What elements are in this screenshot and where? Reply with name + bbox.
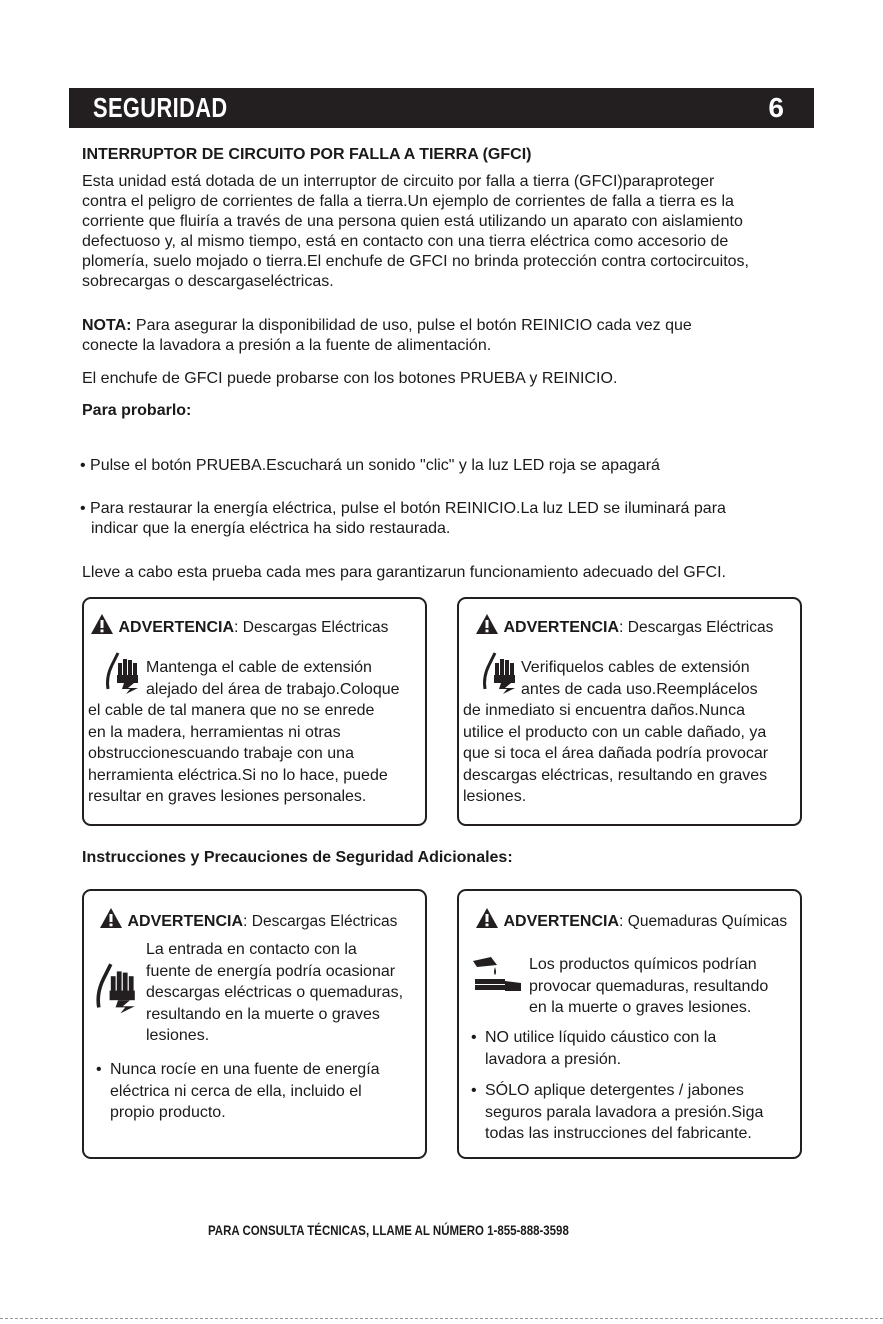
warning-triangle-icon: [90, 613, 114, 635]
warning-label: ADVERTENCIA: [503, 913, 620, 930]
page-number: 6: [768, 92, 784, 123]
warning-header: ADVERTENCIA: Descargas Eléctricas: [99, 907, 397, 931]
warning-box-power-source: [82, 889, 427, 1159]
bullet-text: SÓLO aplique detergentes / jabones seguros parala lavadora a presión.Siga todas las instrucciones del fabricante.: [485, 1082, 764, 1142]
warning-label: ADVERTENCIA: [127, 913, 244, 930]
bullet-text: Nunca rocíe en una fuente de energía eléctrica ni cerca de ella, incluido el propio producto.: [110, 1061, 380, 1121]
gfci-paragraph: [82, 172, 842, 292]
warning-text: Los productos químicos podrían provocar quemaduras, resultando en la muerte o graves lesiones.: [529, 956, 769, 1016]
step-line: • Para restaurar la energía eléctrica, pulse el botón REINICIO.La luz LED se iluminará para: [80, 500, 726, 517]
warning-label: ADVERTENCIA: [118, 619, 235, 636]
warning-label: ADVERTENCIA: [503, 619, 620, 636]
warning-text: Verifiquelos cables de extensión antes de cada uso.Reemplácelos: [521, 659, 758, 698]
note-text-2: conecte la lavadora a presión a la fuente de alimentación.: [82, 337, 492, 354]
test-heading: Para probarlo:: [82, 402, 192, 419]
gfci-line: Esta unidad está dotada de un interruptor de circuito por falla a tierra (GFCI)paraproteger: [82, 173, 715, 190]
step-line: indicar que la energía eléctrica ha sido restaurada.: [91, 520, 451, 537]
warning-box-chemical-burns: [457, 889, 802, 1159]
gfci-line: plomería, suelo mojado o tierra.El enchufe de GFCI no brinda protección contra cortocircuitos,: [82, 253, 749, 270]
warning-text: el cable de tal manera que no se enrede en la madera, herramientas ni otras obstruccionescuando trabaje con una herramienta eléctrica.Si no lo hace, puede resultar en graves lesiones personales.: [88, 702, 388, 805]
warning-text: Mantenga el cable de extensión alejado del área de trabajo.Coloque: [146, 659, 400, 698]
electric-shock-hand-icon: [94, 959, 142, 1015]
electric-shock-hand-icon: [481, 649, 521, 695]
additional-heading: Instrucciones y Precauciones de Seguridad Adicionales:: [82, 849, 513, 866]
warning-text: La entrada en contacto con la fuente de energía podría ocasionar descargas eléctricas o quemaduras, resultando en la muerte o graves lesiones.: [146, 941, 404, 1044]
section-title: SEGURIDAD: [93, 92, 228, 123]
warning-box-extension-cord-area: [82, 597, 427, 826]
gfci-line: defectuoso y, al mismo tiempo, está en contacto con una tierra eléctrica como accesorio de: [82, 233, 729, 250]
gfci-line: sobrecargas o descargaseléctricas.: [82, 273, 334, 290]
gfci-line: corriente que fluiría a través de una persona quien está utilizando un aparato con aislamiento: [82, 213, 743, 230]
monthly-test-note: Lleve a cabo esta prueba cada mes para garantizarun funcionamiento adecuado del GFCI.: [82, 564, 726, 581]
test-intro: El enchufe de GFCI puede probarse con los botones PRUEBA y REINICIO.: [82, 370, 618, 387]
warning-header: ADVERTENCIA: Quemaduras Químicas: [475, 907, 787, 931]
warning-header: ADVERTENCIA: Descargas Eléctricas: [475, 613, 773, 637]
section-header-bar: [69, 88, 814, 128]
bullet-marker: •: [96, 1061, 102, 1078]
footer-contact: PARA CONSULTA TÉCNICAS, LLAME AL NÚMERO 1-855-888-3598: [208, 1222, 569, 1238]
note-paragraph: [82, 316, 842, 356]
step-item: [80, 499, 726, 539]
warning-box-extension-cord-check: [457, 597, 802, 826]
page-trim-line: [0, 1318, 883, 1319]
warning-triangle-icon: [99, 907, 123, 929]
warning-triangle-icon: [475, 613, 499, 635]
warning-header: ADVERTENCIA: Descargas Eléctricas: [90, 613, 388, 637]
bullet-text: NO utilice líquido cáustico con la lavadora a presión.: [485, 1029, 717, 1068]
warning-type: Descargas Eléctricas: [247, 913, 398, 930]
electric-shock-hand-icon: [104, 649, 144, 695]
chemical-burn-hand-icon: [471, 955, 523, 995]
warning-type: Descargas Eléctricas: [238, 619, 389, 636]
note-label: NOTA:: [82, 317, 132, 334]
step-item: • Pulse el botón PRUEBA.Escuchará un sonido "clic" y la luz LED roja se apagará: [80, 457, 660, 474]
gfci-heading: INTERRUPTOR DE CIRCUITO POR FALLA A TIERRA (GFCI): [82, 146, 532, 163]
warning-text: de inmediato si encuentra daños.Nunca utilice el producto con un cable dañado, ya que si toca el área dañada podría provocar descargas eléctricas, resultando en graves lesiones.: [463, 702, 769, 805]
gfci-line: contra el peligro de corrientes de falla a tierra.Un ejemplo de corrientes de falla a tierra es la: [82, 193, 734, 210]
bullet-marker: •: [471, 1082, 477, 1099]
warning-type: Descargas Eléctricas: [623, 619, 774, 636]
warning-type: Quemaduras Químicas: [623, 913, 788, 930]
note-text: Para asegurar la disponibilidad de uso, pulse el botón REINICIO cada vez que: [131, 317, 692, 334]
warning-triangle-icon: [475, 907, 499, 929]
bullet-marker: •: [471, 1029, 477, 1046]
